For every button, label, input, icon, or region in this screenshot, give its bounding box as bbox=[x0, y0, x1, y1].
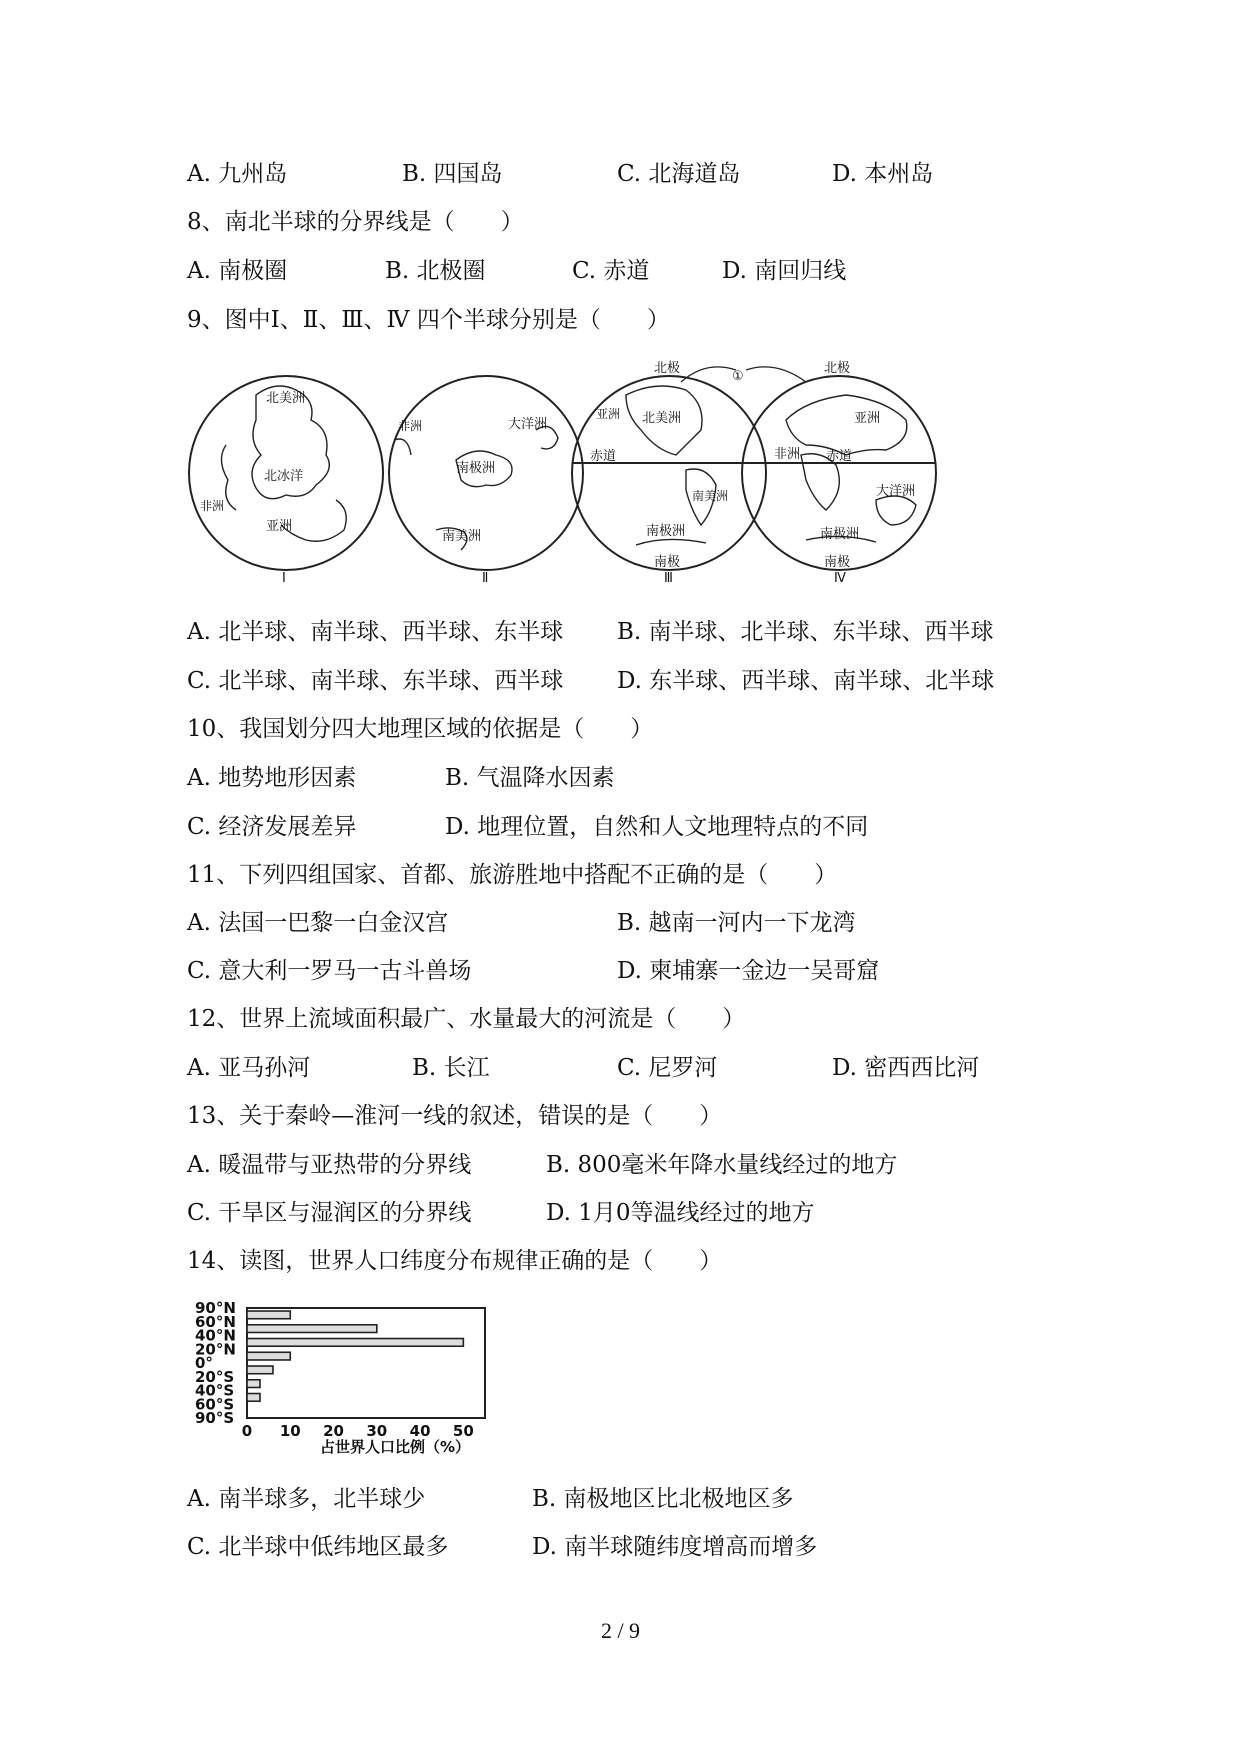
hemisphere-3-coast bbox=[626, 386, 716, 545]
h1-label-asia: 亚洲 bbox=[266, 519, 293, 534]
chart-x-tick-label: 0 bbox=[241, 1422, 253, 1440]
h2-label-africa: 非洲 bbox=[398, 419, 423, 433]
q12-option-d: D. 密西西比河 bbox=[832, 1055, 980, 1081]
h4-label-asia: 亚洲 bbox=[854, 411, 881, 426]
q10-option-c: C. 经济发展差异 bbox=[187, 814, 357, 840]
q8-option-c: C. 赤道 bbox=[572, 258, 650, 284]
q9-option-b: B. 南半球、北半球、东半球、西半球 bbox=[617, 619, 994, 645]
q13-option-a: A. 暖温带与亚热带的分界线 bbox=[187, 1152, 472, 1178]
q13-stem: 13、关于秦岭—淮河一线的叙述，错误的是（ ） bbox=[187, 1103, 723, 1129]
chart-bar bbox=[247, 1311, 290, 1319]
page-number: 2 / 9 bbox=[600, 1618, 641, 1643]
q10-option-a: A. 地势地形因素 bbox=[187, 765, 357, 791]
q11-option-d: D. 柬埔寨一金边一吴哥窟 bbox=[617, 958, 880, 984]
h3-label-antarctica: 南极洲 bbox=[646, 524, 686, 539]
chart-y-tick-label: 40°S bbox=[195, 1381, 235, 1400]
chart-x-axis-label: 占世界人口比例（%） bbox=[319, 1438, 471, 1456]
chart-y-tick-label: 90°N bbox=[195, 1300, 236, 1317]
h1-numeral: Ⅰ bbox=[282, 571, 286, 586]
q14-option-d: D. 南半球随纬度增高而增多 bbox=[532, 1534, 818, 1560]
chart-x-tick-label: 20 bbox=[323, 1422, 344, 1440]
h2-label-antarctica: 南极洲 bbox=[456, 461, 496, 476]
q13-option-d: D. 1月0等温线经过的地方 bbox=[546, 1200, 815, 1226]
q10-stem: 10、我国划分四大地理区域的依据是（ ） bbox=[187, 716, 654, 742]
q13-option-c: C. 干旱区与湿润区的分界线 bbox=[187, 1200, 472, 1226]
q14-option-a: A. 南半球多，北半球少 bbox=[187, 1486, 426, 1512]
chart-bar bbox=[247, 1325, 377, 1333]
q7-option-c: C. 北海道岛 bbox=[617, 161, 741, 187]
chart-bar bbox=[247, 1352, 290, 1360]
hemisphere-1-coast bbox=[221, 386, 346, 541]
q8-option-b: B. 北极圈 bbox=[385, 258, 486, 284]
h1-label-africa: 非洲 bbox=[200, 499, 225, 513]
hemisphere-3-circle bbox=[572, 376, 766, 570]
chart-bar bbox=[247, 1380, 260, 1388]
h3-label-south-america: 南美洲 bbox=[692, 489, 729, 503]
chart-y-tick-label: 60°S bbox=[195, 1395, 235, 1414]
q11-option-a: A. 法国一巴黎一白金汉宫 bbox=[187, 910, 449, 936]
marker-label: ① bbox=[732, 369, 744, 384]
q13-option-b: B. 800毫米年降水量线经过的地方 bbox=[546, 1152, 898, 1178]
hemisphere-4-coast bbox=[786, 395, 916, 542]
h2-numeral: Ⅱ bbox=[482, 571, 489, 586]
chart-y-tick-label: 60°N bbox=[195, 1312, 236, 1331]
q7-option-a: A. 九州岛 bbox=[187, 161, 288, 187]
hemispheres-figure bbox=[186, 360, 946, 590]
chart-x-tick-label: 40 bbox=[409, 1422, 431, 1440]
chart-y-tick-label: 20°N bbox=[195, 1340, 236, 1359]
q12-stem: 12、世界上流域面积最广、水量最大的河流是（ ） bbox=[187, 1006, 746, 1032]
q7-option-d: D. 本州岛 bbox=[832, 161, 934, 187]
h4-label-antarctica: 南极洲 bbox=[820, 527, 860, 542]
h4-label-north-pole: 北极 bbox=[824, 361, 851, 376]
chart-y-tick-label: 40°N bbox=[195, 1326, 236, 1345]
q12-option-a: A. 亚马孙河 bbox=[187, 1055, 311, 1081]
h3-label-asia: 亚洲 bbox=[596, 407, 621, 421]
q11-option-c: C. 意大利一罗马一古斗兽场 bbox=[187, 958, 472, 984]
q10-option-d: D. 地理位置，自然和人文地理特点的不同 bbox=[445, 814, 869, 840]
q12-option-b: B. 长江 bbox=[412, 1055, 490, 1081]
h4-label-africa: 非洲 bbox=[774, 447, 801, 462]
chart-bar bbox=[247, 1394, 260, 1402]
q10-option-b: B. 气温降水因素 bbox=[445, 765, 615, 791]
h2-label-south-america: 南美洲 bbox=[442, 529, 482, 544]
q14-option-b: B. 南极地区比北极地区多 bbox=[532, 1486, 794, 1512]
chart-bar bbox=[247, 1366, 273, 1374]
h3-numeral: Ⅲ bbox=[664, 571, 673, 586]
q12-option-c: C. 尼罗河 bbox=[617, 1055, 718, 1081]
h4-label-oceania: 大洋洲 bbox=[876, 484, 916, 499]
h1-label-arctic-ocean: 北冰洋 bbox=[264, 469, 304, 484]
q9-option-d: D. 东半球、西半球、南半球、北半球 bbox=[617, 668, 995, 694]
q14-option-c: C. 北半球中低纬地区最多 bbox=[187, 1534, 449, 1560]
h3-label-equator: 赤道 bbox=[590, 449, 617, 464]
chart-bar bbox=[247, 1339, 463, 1347]
population-latitude-chart bbox=[195, 1300, 565, 1460]
chart-y-tick-label: 90°S bbox=[195, 1409, 235, 1427]
q7-option-b: B. 四国岛 bbox=[402, 161, 503, 187]
chart-x-tick-label: 50 bbox=[452, 1422, 474, 1440]
q11-option-b: B. 越南一河内一下龙湾 bbox=[617, 910, 856, 936]
q8-option-d: D. 南回归线 bbox=[722, 258, 847, 284]
q9-option-c: C. 北半球、南半球、东半球、西半球 bbox=[187, 668, 564, 694]
chart-y-tick-label: 0° bbox=[195, 1354, 213, 1372]
chart-y-tick-label: 20°S bbox=[195, 1367, 235, 1386]
q9-stem: 9、图中Ⅰ、Ⅱ、Ⅲ、Ⅳ 四个半球分别是（ ） bbox=[187, 307, 670, 333]
chart-x-tick-label: 30 bbox=[366, 1422, 388, 1440]
h3-label-north-america: 北美洲 bbox=[642, 411, 682, 426]
q9-option-a: A. 北半球、南半球、西半球、东半球 bbox=[187, 619, 564, 645]
h3-label-north-pole: 北极 bbox=[654, 361, 681, 376]
q11-stem: 11、下列四组国家、首都、旅游胜地中搭配不正确的是（ ） bbox=[187, 862, 838, 888]
h4-label-equator: 赤道 bbox=[826, 449, 853, 464]
chart-x-tick-label: 10 bbox=[279, 1422, 301, 1440]
q8-option-a: A. 南极圈 bbox=[187, 258, 288, 284]
h4-label-south-pole: 南极 bbox=[824, 555, 851, 570]
h1-label-north-america: 北美洲 bbox=[266, 391, 306, 406]
h2-label-oceania: 大洋洲 bbox=[508, 417, 548, 432]
h3-label-south-pole: 南极 bbox=[654, 555, 681, 570]
q8-stem: 8、南北半球的分界线是（ ） bbox=[187, 209, 524, 235]
q14-stem: 14、读图，世界人口纬度分布规律正确的是（ ） bbox=[187, 1248, 723, 1274]
h4-numeral: Ⅳ bbox=[834, 571, 846, 586]
